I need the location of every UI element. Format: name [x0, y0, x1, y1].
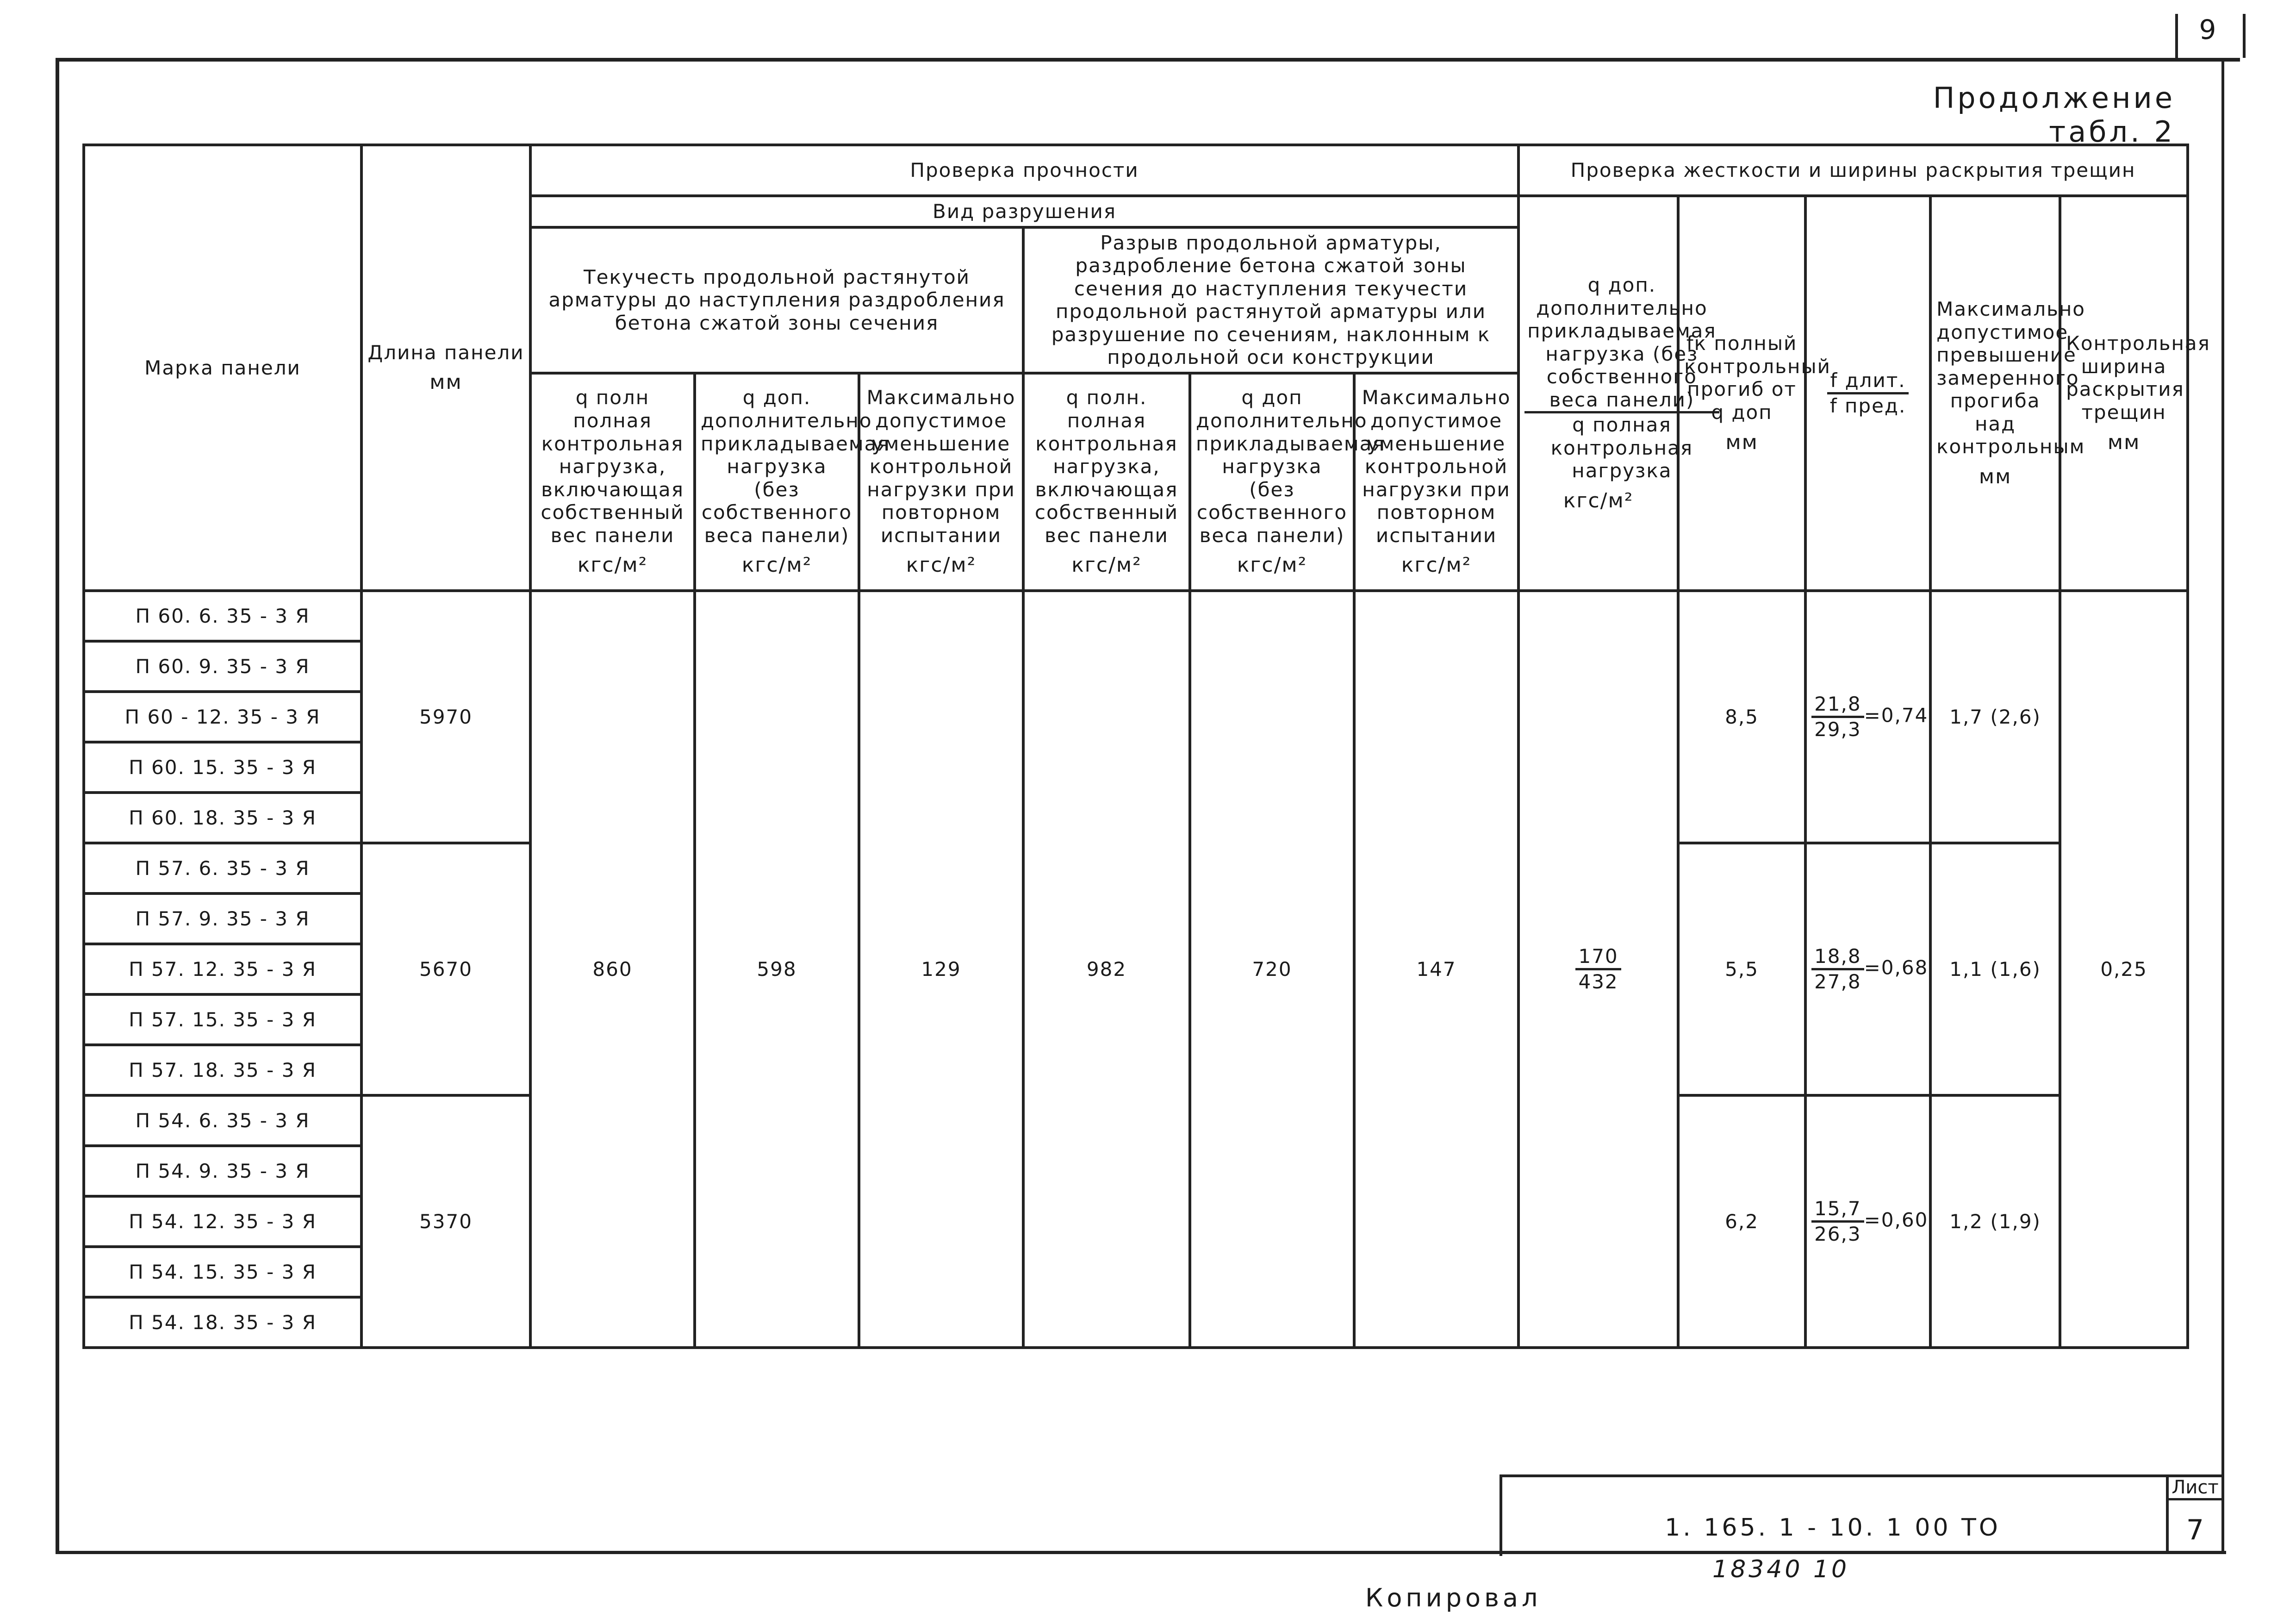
load-test-table — [82, 144, 2210, 1349]
header-q-add-label: q доп. дополнительно прикладываемая нагрузка (без собственного веса панели) — [701, 386, 890, 547]
panel-mark: П 60. 15. 35 - 3 Я — [84, 742, 361, 793]
unit-max-reduction-b: кгс/м² — [1401, 553, 1472, 577]
value-f-ratio-den: 26,3 — [1814, 1222, 1861, 1245]
value-f-ratio-den: 29,3 — [1814, 718, 1861, 741]
header-failure-a: Текучесть продольной растянутой арматуры до наступления раздробления бетона сжатой зоны сечения — [530, 227, 1023, 373]
header-q-full-b — [1023, 373, 1190, 591]
header-q-ratio — [1518, 196, 1717, 591]
header-f-ratio-frac — [1827, 369, 1909, 417]
value-fk: 8,5 — [1678, 591, 1805, 843]
header-max-excess — [1930, 196, 2085, 591]
header-q-add — [695, 373, 890, 591]
header-failure-b: Разрыв продольной арматуры, раздробление бетона сжатой зоны сечения до наступления текучести продольной растянутой арматуры или разрушение по сечениям, наклонным к продольной оси конструкции — [1023, 227, 1518, 373]
unit-fk: мм — [1725, 430, 1758, 454]
panel-mark: П 57. 18. 35 - 3 Я — [84, 1045, 361, 1095]
value-f-ratio-den: 27,8 — [1814, 970, 1861, 993]
value-q-ratio-num: 170 — [1575, 945, 1621, 970]
value-f-ratio-num: 18,8 — [1811, 945, 1864, 970]
unit-max-reduction: кгс/м² — [906, 553, 977, 577]
unit-q-full-b: кгс/м² — [1071, 553, 1142, 577]
header-strength: Проверка прочности — [530, 145, 1518, 196]
value-fk: 6,2 — [1678, 1095, 1805, 1348]
panel-mark: П 60 - 12. 35 - 3 Я — [84, 692, 361, 742]
panel-length: 5670 — [361, 843, 530, 1095]
panel-length: 5970 — [361, 591, 530, 843]
header-q-full-label: q полн полная контрольная нагрузка, включающая собственный вес панели — [541, 386, 684, 547]
header-q-ratio-den: q полная контрольная нагрузка — [1550, 413, 1693, 482]
sheet-label: Лист — [2169, 1477, 2221, 1500]
header-q-add-b — [1190, 373, 1385, 591]
header-q-ratio-num: q доп. дополнительно прикладываемая нагрузка (без собственного веса панели) — [1524, 274, 1719, 413]
panel-mark: П 54. 12. 35 - 3 Я — [84, 1196, 361, 1247]
header-f-ratio-den: f пред. — [1829, 394, 1906, 417]
header-length-unit: мм — [429, 370, 462, 394]
header-crack-width-label: Контрольная ширина раскрытия трещин — [2066, 332, 2210, 424]
panel-length: 5370 — [361, 1095, 530, 1348]
header-f-ratio — [1805, 196, 1930, 591]
header-q-full — [530, 373, 695, 591]
value-q-add-b: 720 — [1190, 591, 1354, 1348]
unit-q-full: кгс/м² — [577, 553, 648, 577]
header-fk — [1678, 196, 1831, 591]
header-max-reduction-b — [1354, 373, 1518, 591]
value-max-reduction: 129 — [859, 591, 1023, 1348]
panel-mark: П 57. 12. 35 - 3 Я — [84, 944, 361, 994]
value-f-ratio — [1805, 843, 1930, 1095]
panel-mark: П 57. 9. 35 - 3 Я — [84, 893, 361, 944]
panel-mark: П 57. 6. 35 - 3 Я — [84, 843, 361, 893]
header-crack-width — [2060, 196, 2210, 591]
value-q-full-b: 982 — [1023, 591, 1190, 1348]
unit-crack-width: мм — [2107, 430, 2140, 454]
value-max-excess: 1,2 (1,9) — [1930, 1095, 2060, 1348]
header-length — [361, 145, 530, 591]
header-max-reduction — [859, 373, 1023, 591]
sheet-number: 7 — [2186, 1514, 2204, 1546]
panel-mark: П 54. 9. 35 - 3 Я — [84, 1146, 361, 1196]
header-fk-label: fк полный контрольный прогиб от q доп — [1684, 332, 1831, 424]
value-q-ratio-den: 432 — [1578, 970, 1618, 993]
header-q-full-b-label: q полн. полная контрольная нагрузка, включающая собственный вес панели — [1034, 386, 1179, 547]
panel-mark: П 60. 6. 35 - 3 Я — [84, 591, 361, 641]
header-length-label: Длина панели — [367, 341, 524, 364]
continuation-label: Продолжение табл. 2 — [1933, 81, 2175, 149]
unit-q-add-b: кгс/м² — [1237, 553, 1307, 577]
unit-max-excess: мм — [1979, 464, 2012, 488]
value-f-ratio-num: 21,8 — [1811, 693, 1864, 718]
value-q-ratio — [1518, 591, 1678, 1348]
page-number: 9 — [2199, 14, 2216, 45]
header-max-reduction-b-label: Максимально допустимое уменьшение контрольной нагрузки при повторном испытании — [1362, 386, 1511, 547]
panel-mark: П 54. 18. 35 - 3 Я — [84, 1297, 361, 1348]
header-f-ratio-num: f длит. — [1827, 369, 1909, 394]
value-q-ratio-frac — [1575, 945, 1621, 993]
value-f-ratio-result: =0,74 — [1864, 704, 1929, 727]
panel-mark: П 57. 15. 35 - 3 Я — [84, 994, 361, 1045]
panel-mark: П 60. 18. 35 - 3 Я — [84, 793, 361, 843]
header-stiffness: Проверка жесткости и ширины раскрытия трещин — [1518, 145, 2188, 196]
panel-mark: П 54. 6. 35 - 3 Я — [84, 1095, 361, 1146]
header-failure-type: Вид разрушения — [530, 196, 1518, 227]
panel-mark: П 60. 9. 35 - 3 Я — [84, 641, 361, 692]
value-f-ratio — [1805, 591, 1930, 843]
header-q-add-b-label: q доп дополнительно прикладываемая нагрузка (без собственного веса панели) — [1196, 386, 1385, 547]
unit-q-add: кгс/м² — [741, 553, 812, 577]
copied-by-label: Копировал — [1365, 1583, 1542, 1612]
value-q-add: 598 — [695, 591, 859, 1348]
value-f-ratio-frac — [1811, 945, 1864, 993]
frame-top-line — [56, 58, 2240, 62]
value-crack-width: 0,25 — [2060, 591, 2188, 1348]
value-fk: 5,5 — [1678, 843, 1805, 1095]
document-code: 1. 165. 1 - 10. 1 00 ТО — [1665, 1514, 2001, 1542]
value-max-reduction-b: 147 — [1354, 591, 1518, 1348]
value-f-ratio-result: =0,60 — [1864, 1208, 1929, 1231]
handwritten-number: 18340 10 — [1712, 1555, 1850, 1583]
unit-q-ratio: кгс/м² — [1563, 488, 1634, 512]
value-f-ratio-result: =0,68 — [1864, 956, 1929, 979]
frame-right-line — [2221, 58, 2224, 1551]
panel-mark: П 54. 15. 35 - 3 Я — [84, 1247, 361, 1297]
value-max-excess: 1,7 (2,6) — [1930, 591, 2060, 843]
header-mark: Марка панели — [84, 145, 361, 591]
value-f-ratio-frac — [1811, 693, 1864, 741]
value-f-ratio-num: 15,7 — [1811, 1197, 1864, 1223]
header-max-reduction-label: Максимально допустимое уменьшение контрольной нагрузки при повторном испытании — [866, 386, 1016, 547]
value-f-ratio — [1805, 1095, 1930, 1348]
header-max-excess-label: Максимально допустимое превышение замеренного прогиба над контрольным — [1936, 298, 2085, 458]
value-f-ratio-frac — [1811, 1197, 1864, 1245]
value-q-full: 860 — [530, 591, 695, 1348]
frame-left-line — [56, 58, 59, 1551]
value-max-excess: 1,1 (1,6) — [1930, 843, 2060, 1095]
